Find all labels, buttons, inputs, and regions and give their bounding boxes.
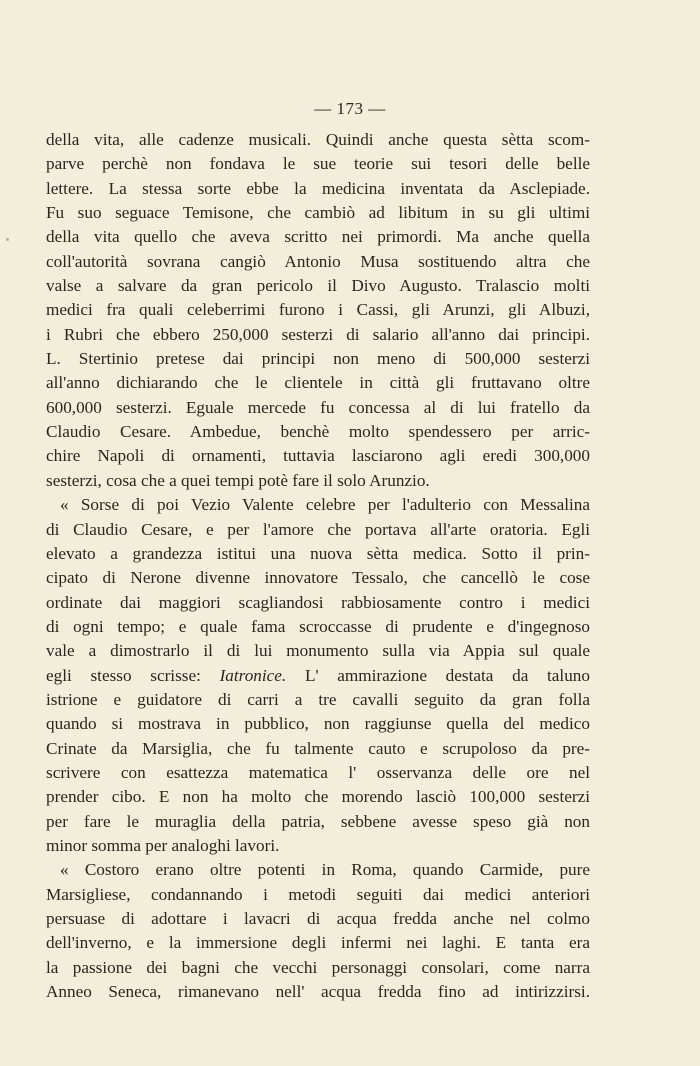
page-number: — 173 —: [314, 99, 386, 118]
text-line: la passione dei bagni che vecchi personaggi consolari, come narra: [46, 957, 590, 977]
text-line: elevato a grandezza istitui una nuova sètta medica. Sotto il prin-: [46, 543, 590, 563]
text-line: scrivere con esattezza matematica l' osservanza delle ore nel: [46, 762, 590, 782]
text-line: dell'inverno, e la immersione degli infermi nei laghi. E tanta era: [46, 933, 590, 953]
text-line: all'anno dichiarando che le clientele in città gli fruttavano oltre: [46, 373, 590, 393]
text-line: minor somma per analoghi lavori.: [46, 835, 280, 855]
text-line-with-italic: [46, 664, 590, 688]
text-line: 600,000 sesterzi. Eguale mercede fu concessa al di lui fratello da: [46, 397, 590, 417]
text-line: Marsigliese, condannando i metodi seguiti dai medici anteriori: [46, 884, 590, 904]
text-line: Anneo Seneca, rimanevano nell' acqua fredda fino ad intirizzirsi.: [46, 982, 590, 1002]
text-line: di Claudio Cesare, e per l'amore che portava all'arte oratoria. Egli: [46, 519, 590, 539]
text-line: vale a dimostrarlo il di lui monumento sulla via Appia sul quale: [46, 641, 590, 661]
text-line: della vita, alle cadenze musicali. Quindi anche questa sètta scom-: [46, 130, 590, 149]
text-fragment: L' ammirazione destata da taluno: [286, 665, 590, 685]
text-line: quando si mostrava in pubblico, non raggiunse quella del medico: [46, 714, 590, 734]
text-line: sesterzi, cosa che a quei tempi potè fare il solo Arunzio.: [46, 470, 430, 490]
italic-word: Iatronice.: [219, 665, 287, 685]
paragraph-3: [46, 858, 590, 1004]
text-line: medici fra quali celeberrimi furono i Cassi, gli Arunzi, gli Albuzi,: [46, 300, 590, 320]
text-line: ordinate dai maggiori scagliandosi rabbiosamente contro i medici: [46, 592, 590, 612]
paper-speck: [6, 238, 9, 241]
text-line: prender cibo. E non ha molto che morendo lasciò 100,000 sesterzi: [46, 787, 590, 807]
text-line: valse a salvare da gran pericolo il Divo Augusto. Tralascio molti: [46, 276, 590, 296]
text-line: per fare le muraglia della patria, sebbene avesse speso già non: [46, 811, 590, 831]
text-line: Claudio Cesare. Ambedue, benchè molto spendessero per arric-: [46, 422, 590, 442]
text-line: coll'autorità sovrana cangiò Antonio Musa sostituendo altra che: [46, 251, 590, 271]
paragraph-1: [46, 128, 590, 493]
text-line: persuase di adottare i lavacri di acqua fredda anche nel colmo: [46, 909, 590, 928]
text-line: Fu suo seguace Temisone, che cambiò ad libitum in su gli ultimi: [46, 203, 590, 223]
text-line: cipato di Nerone divenne innovatore Tessalo, che cancellò le cose: [46, 568, 590, 588]
text-line: lettere. La stessa sorte ebbe la medicina inventata da Asclepiade.: [46, 178, 590, 198]
text-line: i Rubri che ebbero 250,000 sesterzi di salario all'anno dai principi.: [46, 324, 590, 344]
text-line: istrione e guidatore di carri a tre cavalli seguito da gran folla: [46, 689, 590, 709]
text-line: della vita quello che aveva scritto nei primordi. Ma anche quella: [46, 227, 590, 247]
paragraph-2: [46, 493, 590, 858]
text-line: Crinate da Marsiglia, che fu talmente cauto e scrupoloso da pre-: [46, 738, 590, 758]
text-line: « Sorse di poi Vezio Valente celebre per l'adulterio con Messalina: [60, 495, 590, 515]
text-line: L. Stertinio pretese dai principi non meno di 500,000 sesterzi: [46, 349, 590, 369]
text-fragment: egli stesso scrisse:: [46, 665, 220, 685]
text-line: « Costoro erano oltre potenti in Roma, quando Carmide, pure: [60, 860, 590, 880]
body-text: [46, 128, 590, 1004]
text-line: chire Napoli di ornamenti, tuttavia lasciarono agli eredi 300,000: [46, 446, 590, 466]
text-line: parve perchè non fondava le sue teorie sui tesori delle belle: [46, 154, 590, 174]
text-line: di ogni tempo; e quale fama scroccasse di prudente e d'ingegnoso: [46, 616, 590, 636]
